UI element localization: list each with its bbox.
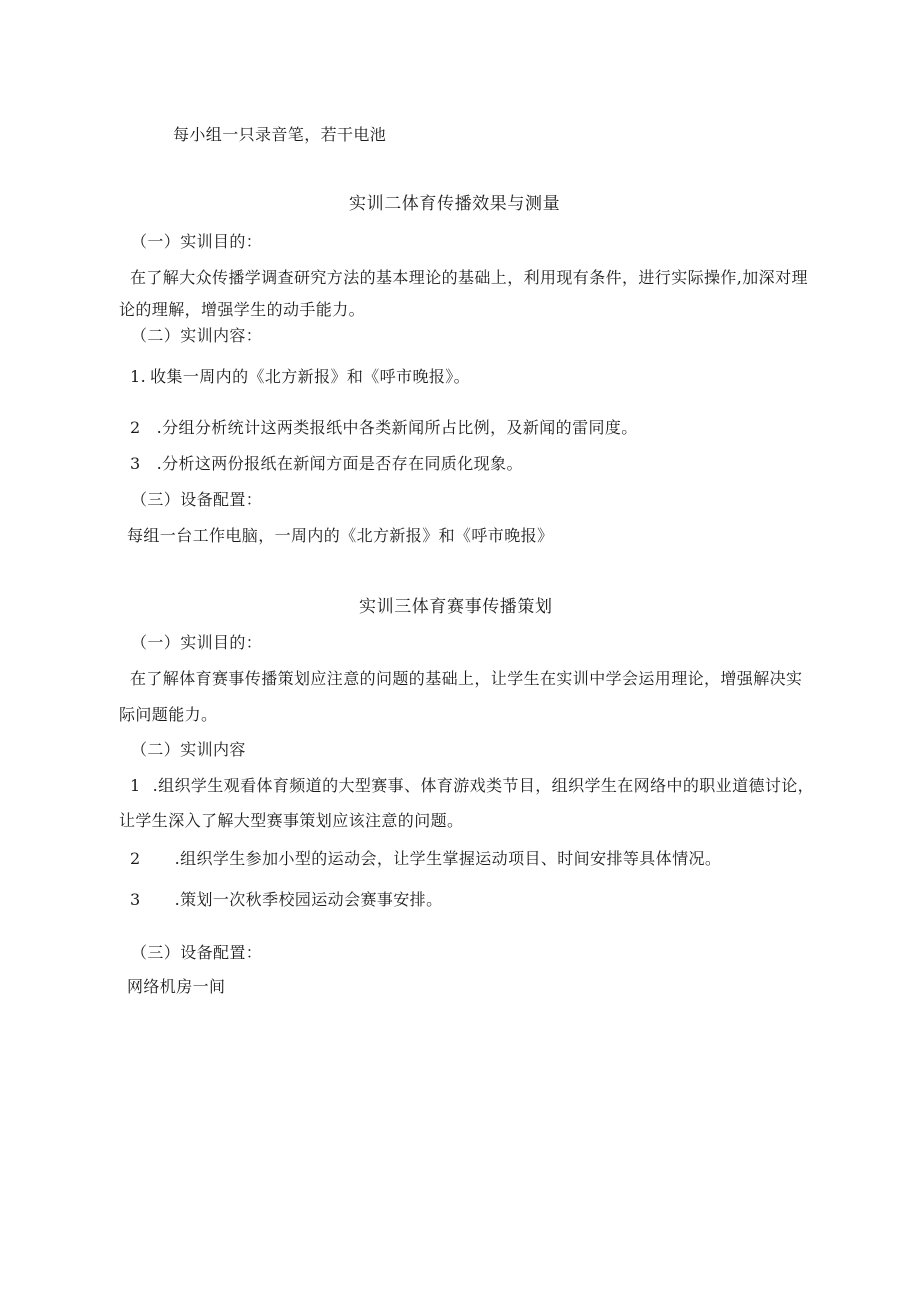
section3-content-heading: （二）实训内容 (131, 740, 246, 759)
section2-title: 实训二体育传播效果与测量 (349, 194, 561, 214)
item-text: .组织学生参加小型的运动会，让学生掌握运动项目、时间安排等具体情况。 (174, 849, 722, 868)
item-text: .分组分析统计这两类报纸中各类新闻所占比例，及新闻的雷同度。 (156, 418, 638, 437)
section2-goal-line2: 论的理解，增强学生的动手能力。 (119, 300, 366, 319)
item-number: 2 (130, 418, 141, 437)
section3-equipment-text: 网络机房一间 (127, 977, 226, 996)
section3-item-3 (130, 890, 442, 910)
item-number: 3 (130, 890, 141, 909)
item-text: .分析这两份报纸在新闻方面是否存在同质化现象。 (156, 454, 523, 473)
section3-item-1-continuation: 让学生深入了解大型赛事策划应该注意的问题。 (119, 811, 464, 830)
item-number: 1 (130, 776, 141, 795)
section2-item-3 (130, 454, 523, 474)
section3-item-2 (130, 849, 721, 869)
item-text: 收集一周内的《北方新报》和《呼市晚报》。 (150, 367, 471, 386)
section2-item-2 (130, 418, 638, 438)
section2-content-heading: （二）实训内容： (131, 326, 263, 345)
section2-goal-heading: （一）实训目的： (131, 232, 263, 251)
section3-item-1 (130, 776, 814, 796)
section3-title: 实训三体育赛事传播策划 (359, 597, 553, 617)
section3-goal-line1: 在了解体育赛事传播策划应注意的问题的基础上，让学生在实训中学会运用理论，增强解决实 (130, 669, 803, 688)
item-text: .组织学生观看体育频道的大型赛事、体育游戏类节目，组织学生在网络中的职业道德讨论， (152, 776, 815, 795)
item-number: 3 (130, 454, 141, 473)
section2-item-1 (130, 367, 470, 387)
section3-goal-line2: 际问题能力。 (119, 705, 218, 724)
section2-equipment-text: 每组一台工作电脑，一周内的《北方新报》和《呼市晚报》 (127, 526, 554, 545)
item-number: 2 (130, 849, 141, 868)
section3-goal-heading: （一）实训目的： (131, 633, 263, 652)
section2-goal-line1: 在了解大众传播学调查研究方法的基本理论的基础上，利用现有条件，进行实际操作,加深对理 (130, 268, 808, 287)
item-text: .策划一次秋季校园运动会赛事安排。 (174, 890, 443, 909)
section1-equipment-text: 每小组一只录音笔，若干电池 (173, 125, 387, 144)
item-number: 1. (130, 367, 147, 386)
section2-equipment-heading: （三）设备配置： (131, 490, 263, 509)
section3-equipment-heading: （三）设备配置： (131, 943, 263, 962)
